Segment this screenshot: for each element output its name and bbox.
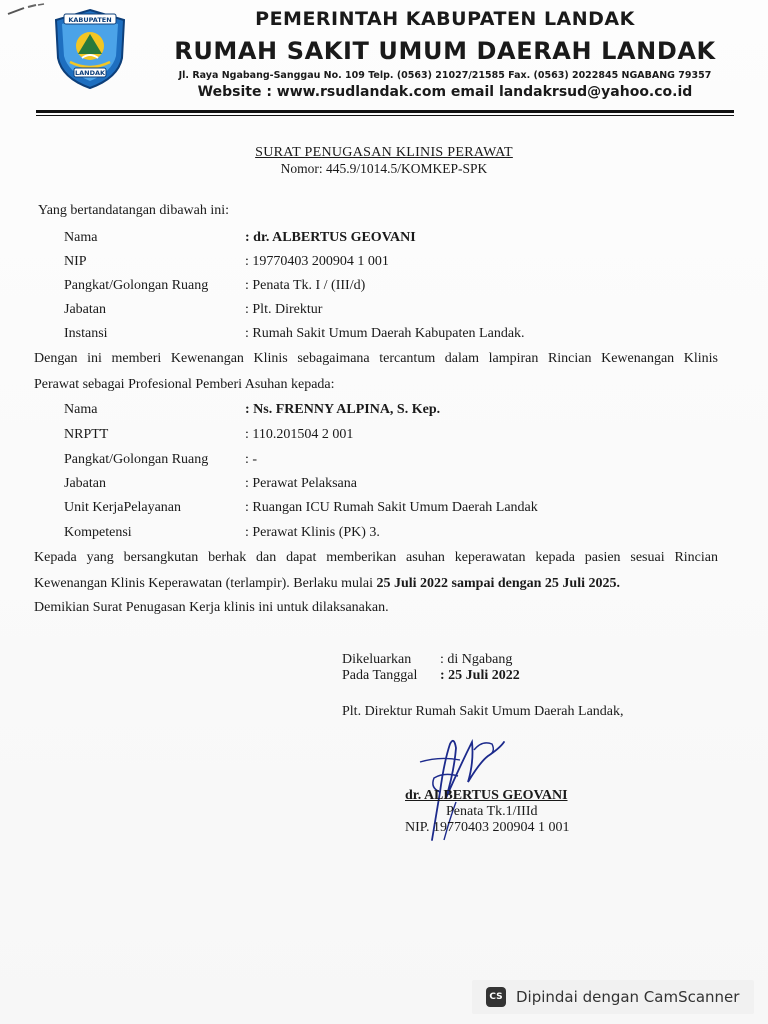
regency-logo-icon (52, 8, 128, 90)
issue-place-value: : di Ngabang (440, 652, 513, 667)
field-value: : 110.201504 2 001 (245, 427, 354, 442)
signatory-name: dr. ALBERTUS GEOVANI (405, 788, 568, 803)
field-value: : 19770403 200904 1 001 (245, 254, 389, 269)
field-value: : - (245, 452, 258, 467)
field-label: Jabatan (64, 302, 106, 317)
issue-place-label: Dikeluarkan (342, 652, 412, 667)
field-label: NIP (64, 254, 87, 269)
closing-line-2-text: Kewenangan Klinis Keperawatan (terlampir). Berlaku mulai (34, 576, 377, 591)
field-label: Instansi (64, 326, 108, 341)
validity-period: 25 Juli 2022 sampai dengan 25 Juli 2025. (376, 576, 620, 591)
letterhead-rule-thick (36, 110, 734, 113)
closing-line-1: Kepada yang bersangkutan berhak dan dapat memberikan asuhan keperawatan kepada pasien sesuai Rincian (34, 550, 718, 565)
field-value: : dr. ALBERTUS GEOVANI (245, 230, 416, 245)
closing-line-2 (34, 576, 718, 592)
scan-artifact-icon (6, 2, 46, 18)
document-title: SURAT PENUGASAN KLINIS PERAWAT (255, 145, 513, 160)
letterhead-address: Jl. Raya Ngabang-Sanggau No. 109 Telp. (0563) 21027/21585 Fax. (0563) 2022845 NGABANG 79357 (178, 70, 712, 81)
camscanner-text: Dipindai dengan CamScanner (516, 988, 740, 1006)
field-value: : Perawat Pelaksana (245, 476, 357, 491)
grant-paragraph-line-2: Perawat sebagai Profesional Pemberi Asuhan kepada: (34, 377, 335, 392)
field-label: Pangkat/Golongan Ruang (64, 452, 209, 467)
field-label: Unit KerjaPelayanan (64, 500, 182, 515)
field-value: : Ns. FRENNY ALPINA, S. Kep. (245, 402, 441, 417)
logo-top-text: KABUPATEN (68, 16, 112, 24)
field-label: Pangkat/Golongan Ruang (64, 278, 209, 293)
issue-date-label: Pada Tanggal (342, 668, 418, 683)
field-value: : Ruangan ICU Rumah Sakit Umum Daerah Landak (245, 500, 538, 515)
signatory-position: Plt. Direktur Rumah Sakit Umum Daerah Landak, (342, 704, 624, 719)
logo-bottom-text: LANDAK (74, 69, 106, 77)
letterhead-rule-thin (36, 115, 734, 116)
field-label: Nama (64, 402, 98, 417)
document-number: Nomor: 445.9/1014.5/KOMKEP-SPK (280, 161, 488, 176)
intro-text: Yang bertandatangan dibawah ini: (38, 203, 230, 218)
field-value: : Penata Tk. I / (III/d) (245, 278, 366, 293)
field-value: : Plt. Direktur (245, 302, 323, 317)
field-value: : Perawat Klinis (PK) 3. (245, 525, 380, 540)
field-label: Jabatan (64, 476, 106, 491)
closing-line-3: Demikian Surat Penugasan Kerja klinis ini untuk dilaksanakan. (34, 600, 389, 615)
issue-date-value: : 25 Juli 2022 (440, 668, 520, 683)
letterhead-government: PEMERINTAH KABUPATEN LANDAK (255, 8, 635, 30)
letterhead-website: Website : www.rsudlandak.com email landakrsud@yahoo.co.id (197, 84, 693, 100)
grant-paragraph-line-1: Dengan ini memberi Kewenangan Klinis sebagaimana tercantum dalam lampiran Rincian Kewenangan Klinis (34, 351, 718, 366)
field-label: Kompetensi (64, 525, 132, 540)
field-value: : Rumah Sakit Umum Daerah Kabupaten Landak. (245, 326, 525, 341)
letterhead-hospital: RUMAH SAKIT UMUM DAERAH LANDAK (174, 37, 716, 65)
camscanner-icon: CS (486, 987, 506, 1007)
signatory-nip: NIP. 19770403 200904 1 001 (405, 820, 570, 835)
camscanner-watermark (472, 980, 754, 1014)
signatory-rank: Penata Tk.1/IIId (446, 804, 538, 819)
field-label: NRPTT (64, 427, 109, 442)
field-label: Nama (64, 230, 98, 245)
